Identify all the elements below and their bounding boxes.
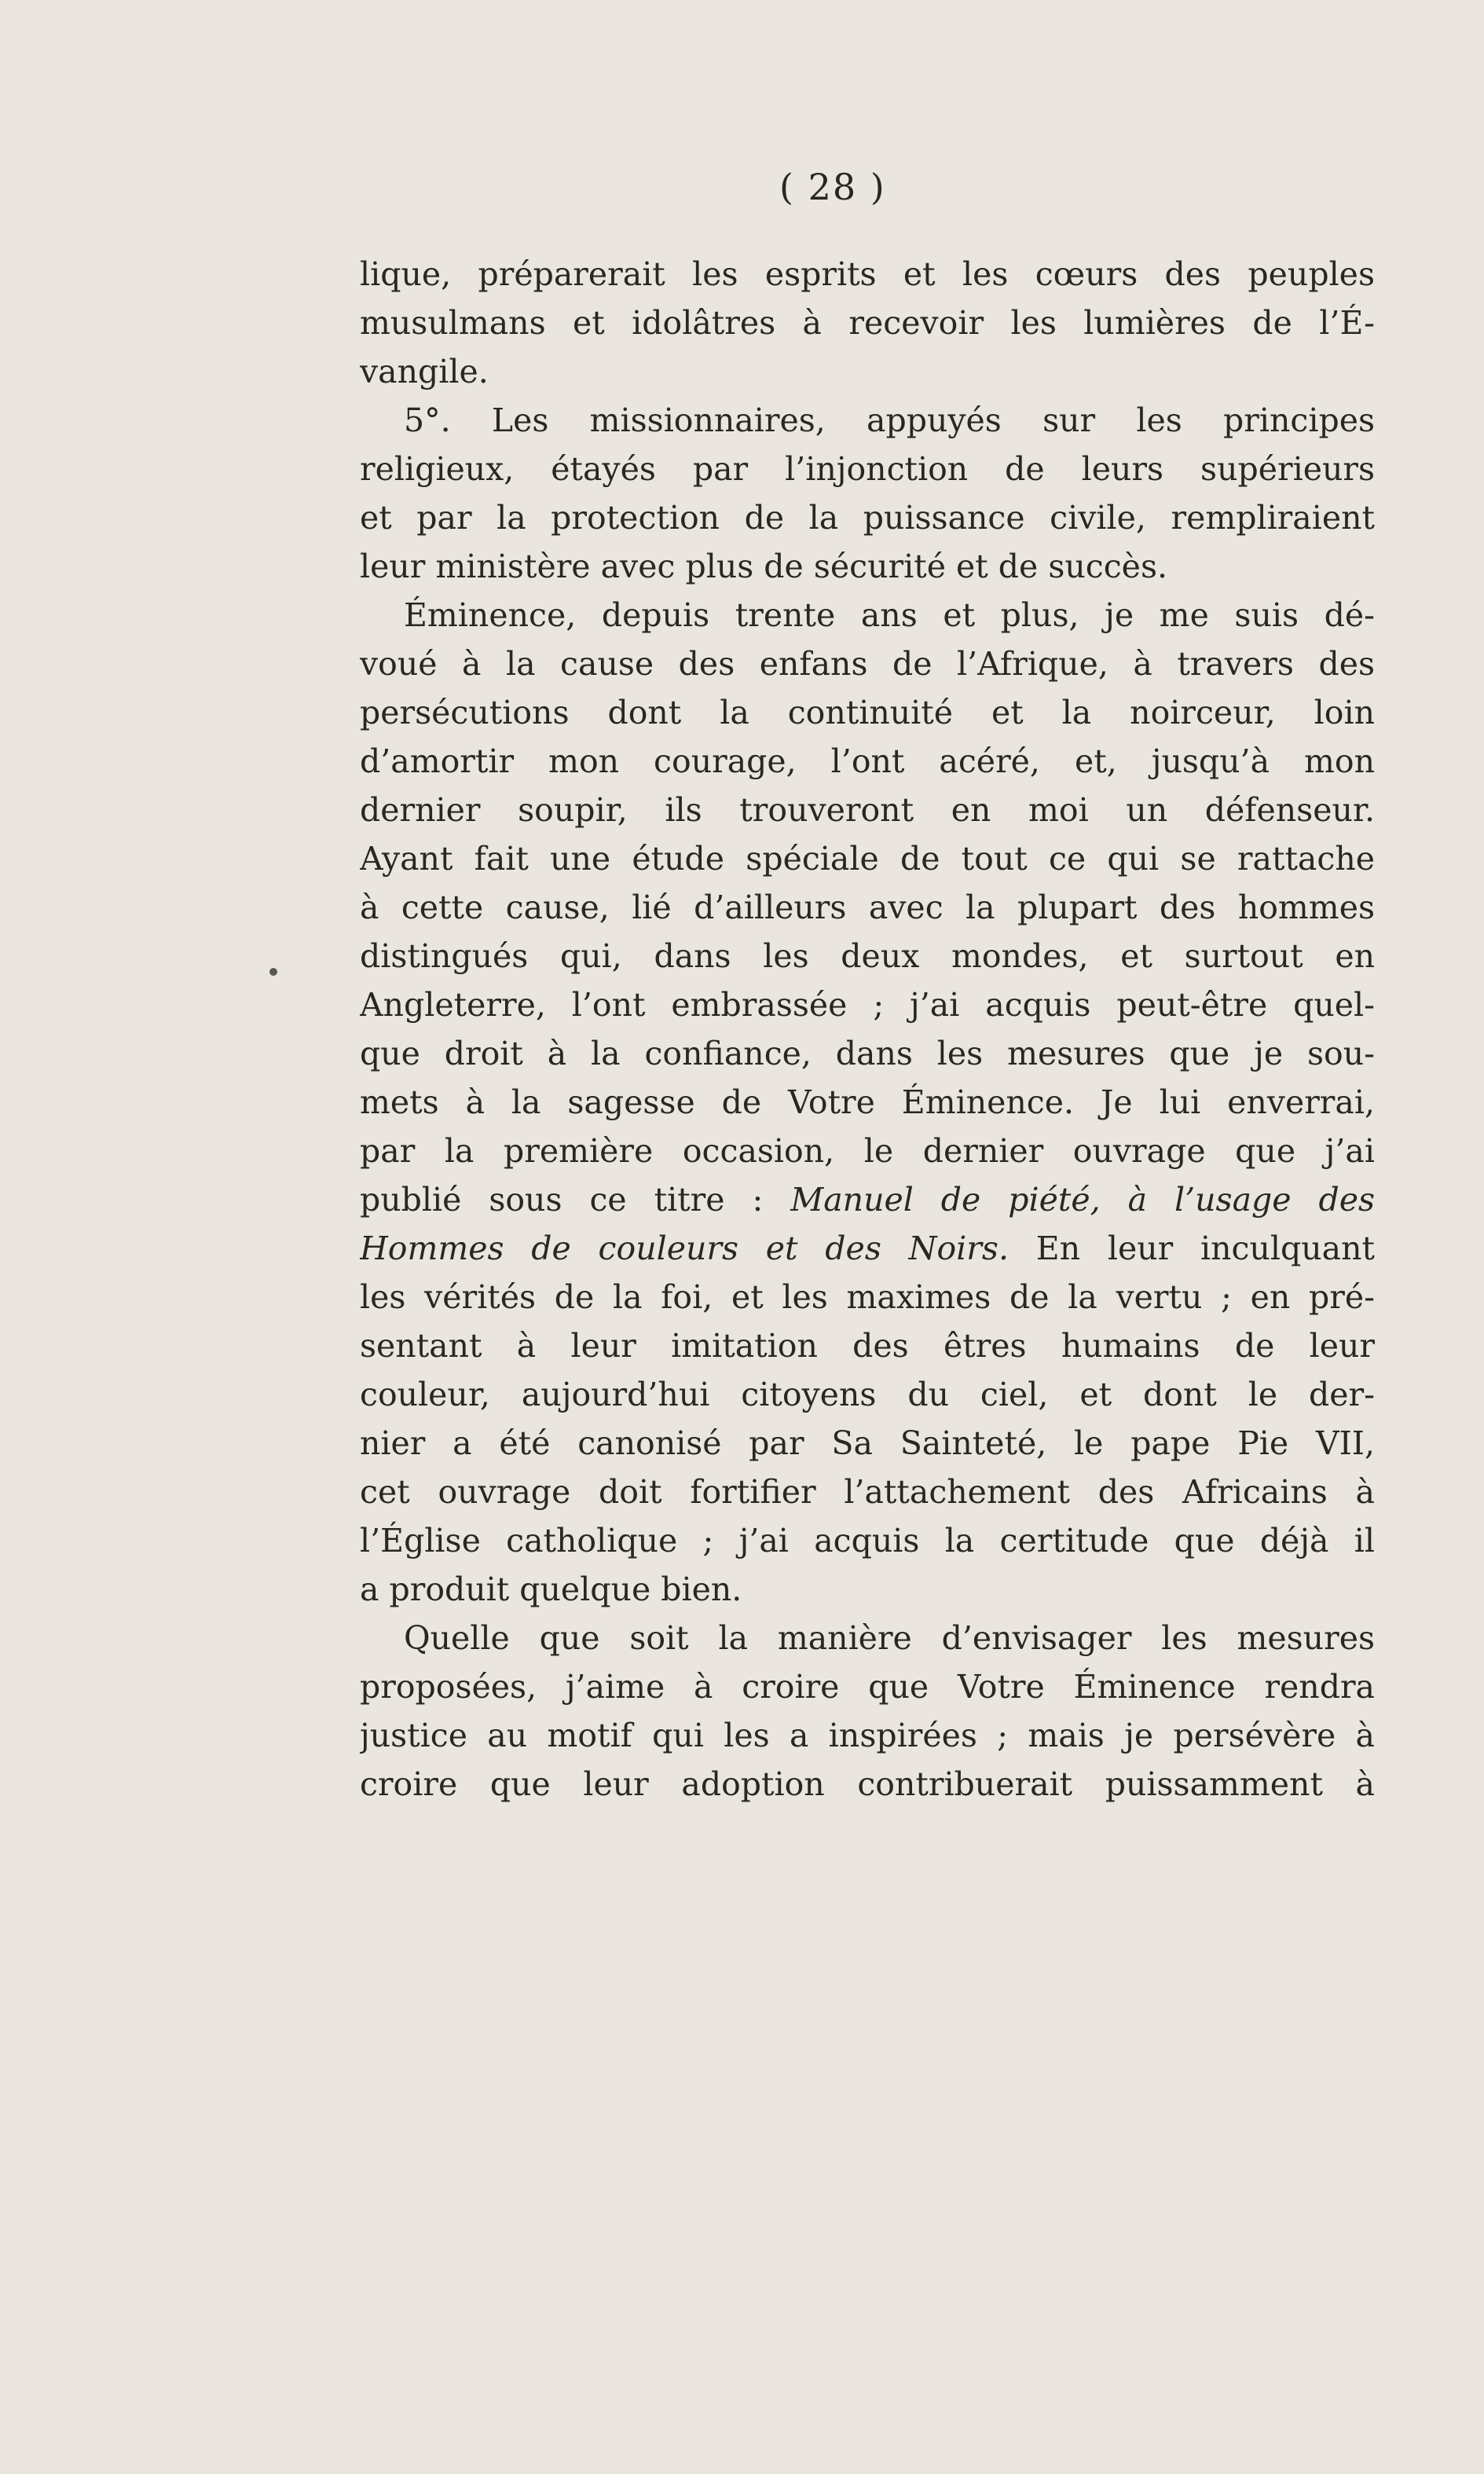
text-line: persécutions dont la continuité et la noirceur, loin: [360, 694, 1375, 731]
text-segment: En leur inculquant: [1035, 1230, 1375, 1267]
text-line: d’amortir mon courage, l’ont acéré, et, jusqu’à mon: [360, 742, 1375, 780]
text-line: Angleterre, l’ont embrassée ; j’ai acquis peut-être quel-: [360, 986, 1375, 1024]
body-text: [360, 250, 1375, 1809]
text-line: dernier soupir, ils trouveront en moi un défenseur.: [360, 791, 1375, 829]
text-line: a produit quelque bien.: [360, 1571, 742, 1608]
text-line: croire que leur adoption contribuerait puissamment à: [360, 1765, 1375, 1803]
text-line: religieux, étayés par l’injonction de leurs supérieurs: [360, 450, 1375, 488]
text-line: et par la protection de la puissance civile, rempliraient: [360, 499, 1375, 537]
text-line: proposées, j’aime à croire que Votre Éminence rendra: [360, 1668, 1375, 1706]
text-line: lique, préparerait les esprits et les cœurs des peuples: [360, 255, 1375, 293]
text-line-with-title: [360, 1224, 1375, 1273]
text-line: les vérités de la foi, et les maximes de la vertu ; en pré-: [360, 1278, 1375, 1316]
text-line: cet ouvrage doit fortifier l’attachement des Africains à: [360, 1473, 1375, 1511]
text-line: l’Église catholique ; j’ai acquis la certitude que déjà il: [360, 1522, 1375, 1560]
text-line: musulmans et idolâtres à recevoir les lumières de l’É-: [360, 304, 1375, 342]
text-line: Éminence, depuis trente ans et plus, je me suis dé-: [404, 596, 1375, 634]
text-line: sentant à leur imitation des êtres humains de leur: [360, 1327, 1375, 1365]
text-line: mets à la sagesse de Votre Éminence. Je lui enverrai,: [360, 1083, 1375, 1121]
book-title-part-1: Manuel de piété, à l’usage des: [790, 1181, 1375, 1219]
text-line-with-title: [360, 1175, 1375, 1224]
text-line: voué à la cause des enfans de l’Afrique, à travers des: [360, 645, 1375, 683]
text-line: par la première occasion, le dernier ouvrage que j’ai: [360, 1132, 1375, 1170]
text-line: à cette cause, lié d’ailleurs avec la plupart des hommes: [360, 889, 1375, 926]
text-line: distingués qui, dans les deux mondes, et surtout en: [360, 937, 1375, 975]
text-line: 5°. Les missionnaires, appuyés sur les principes: [404, 401, 1375, 439]
text-line: que droit à la confiance, dans les mesures que je sou-: [360, 1035, 1375, 1072]
text-line: Ayant fait une étude spéciale de tout ce qui se rattache: [360, 840, 1375, 878]
text-line: nier a été canonisé par Sa Sainteté, le pape Pie VII,: [360, 1424, 1375, 1462]
page-number: ( 28 ): [779, 166, 886, 208]
text-line: couleur, aujourd’hui citoyens du ciel, et dont le der-: [360, 1376, 1375, 1413]
text-line: Quelle que soit la manière d’envisager les mesures: [404, 1619, 1375, 1657]
text-line: justice au motif qui les a inspirées ; mais je persévère à: [360, 1717, 1375, 1754]
ink-spot: [269, 968, 277, 976]
text-line: leur ministère avec plus de sécurité et de succès.: [360, 548, 1168, 585]
book-title-part-2: Hommes de couleurs et des Noirs.: [360, 1230, 1009, 1267]
text-line: vangile.: [360, 353, 489, 390]
text-segment: publié sous ce titre :: [360, 1181, 764, 1219]
